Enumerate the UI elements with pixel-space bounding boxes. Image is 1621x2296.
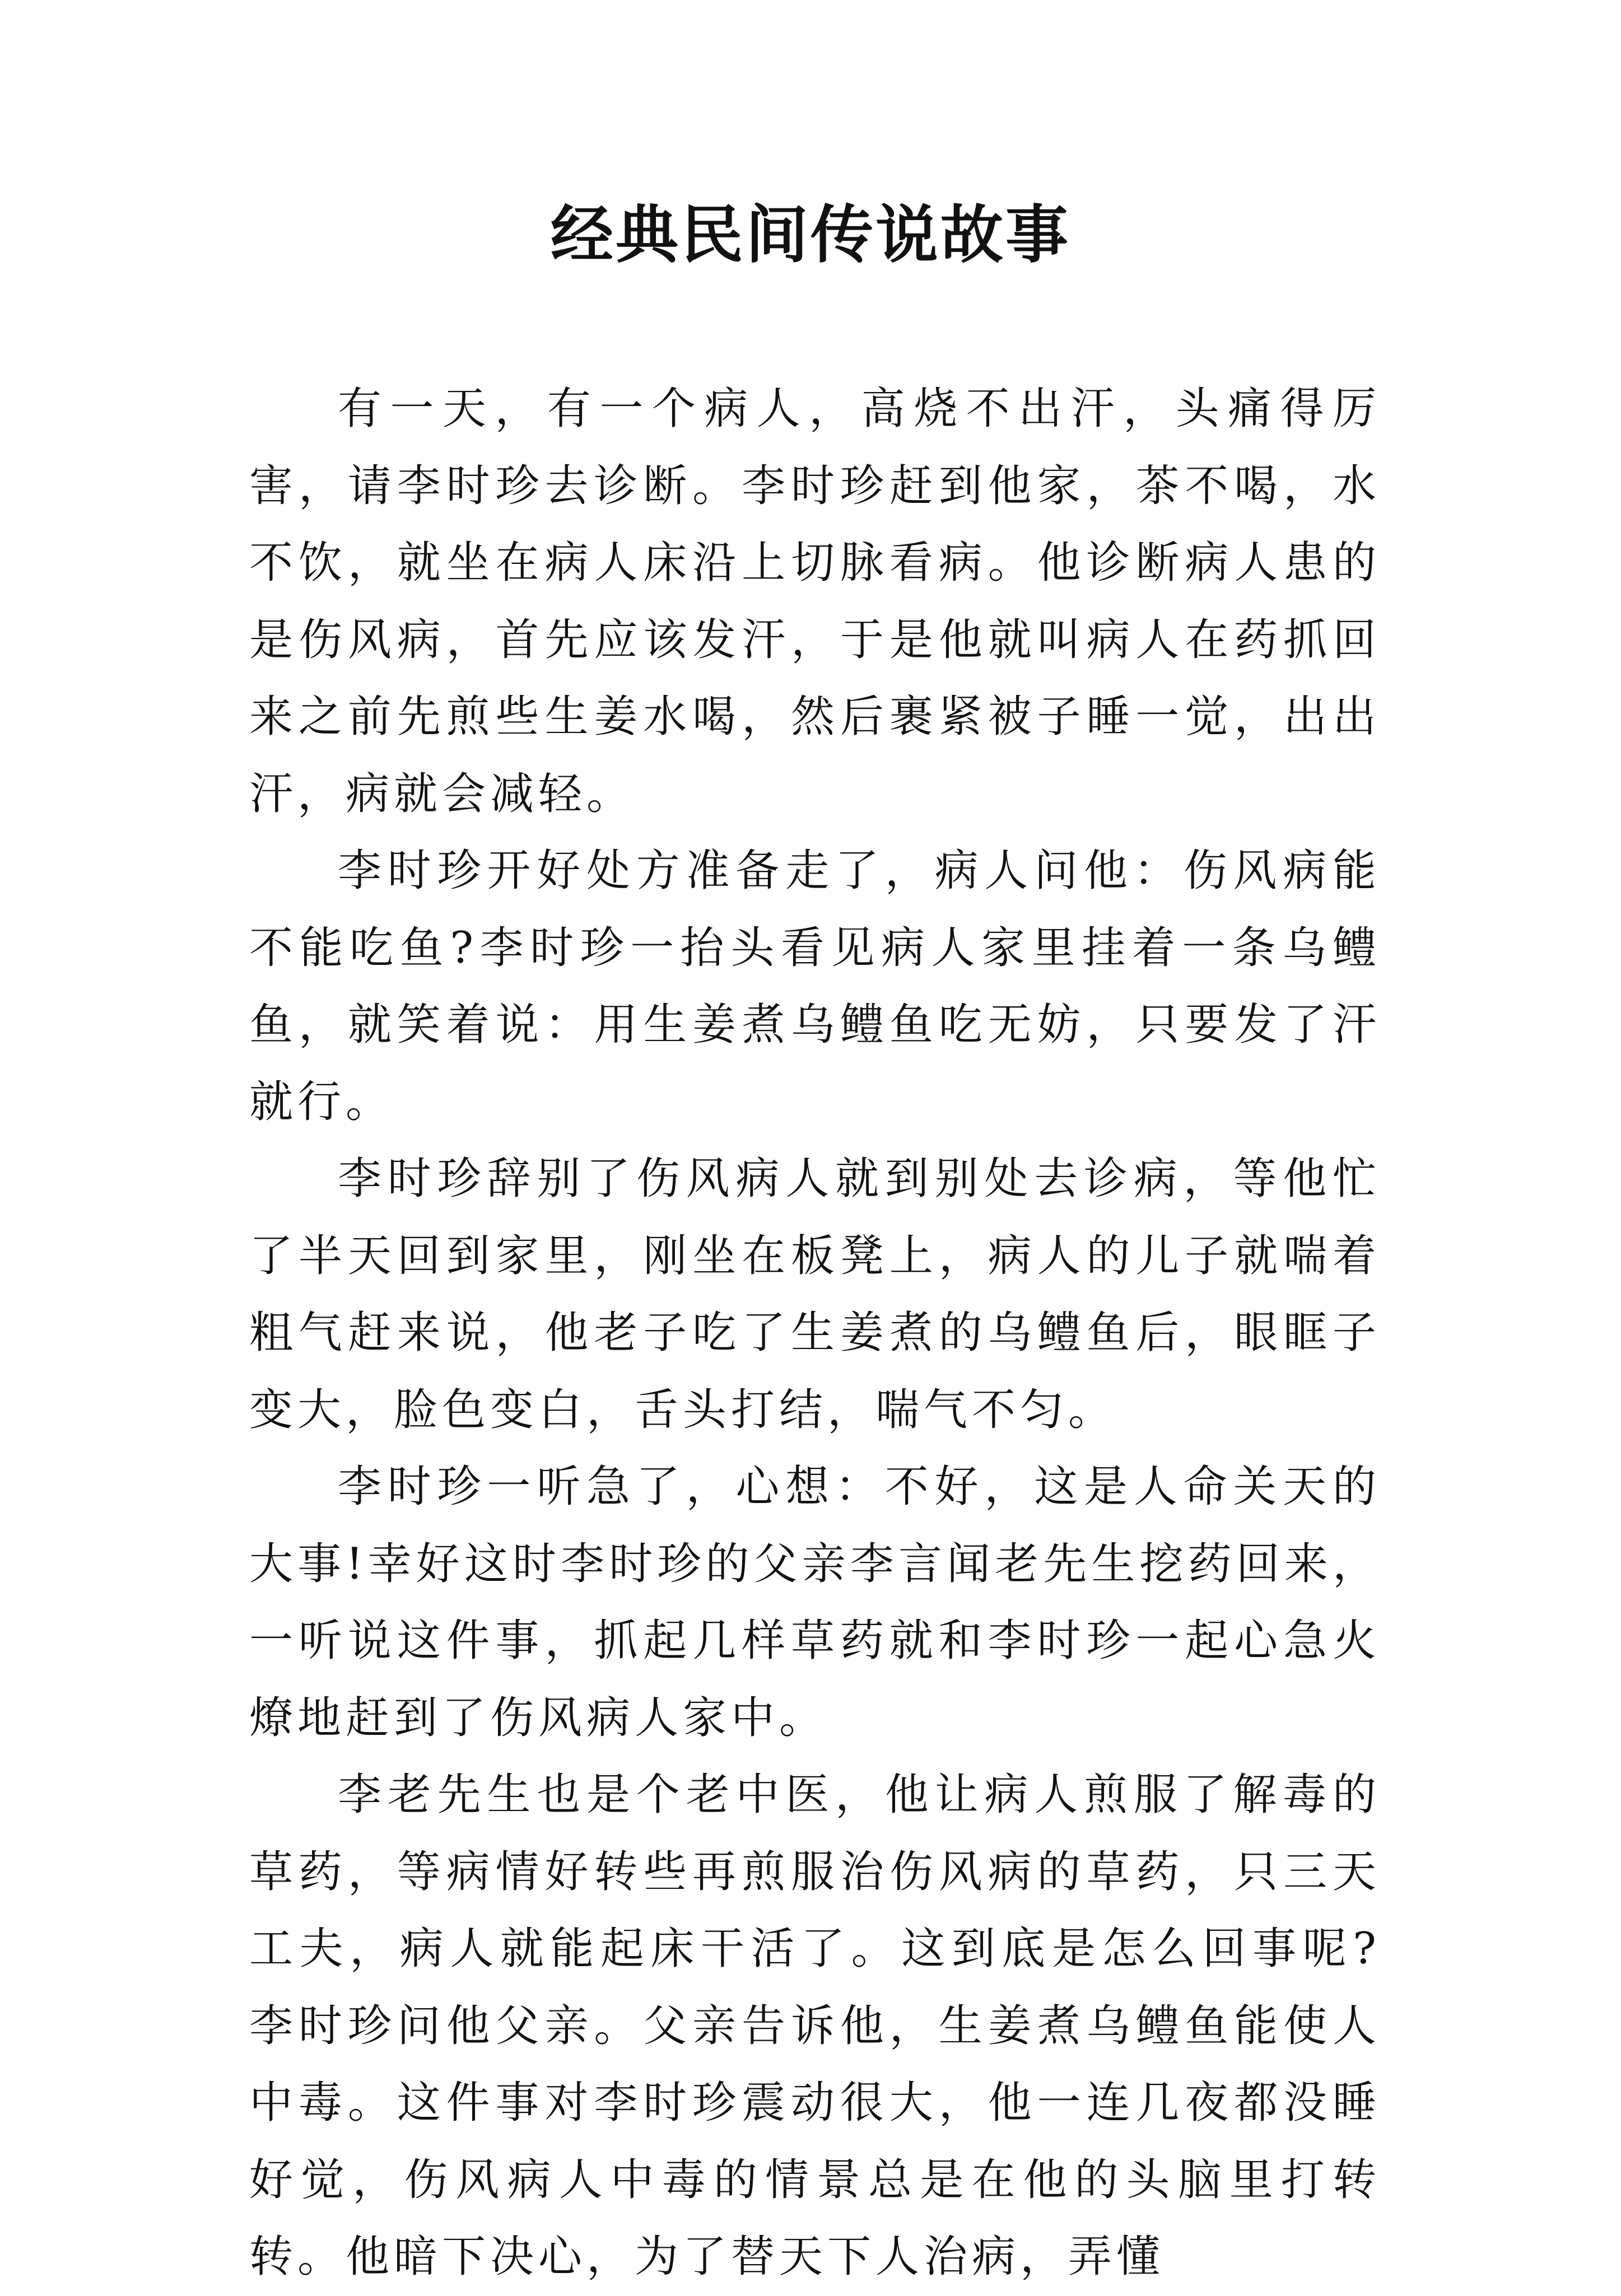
paragraph-2: 李时珍开好处方准备走了，病人问他：伤风病能不能吃鱼?李时珍一抬头看见病人家里挂着一条乌鳢鱼，就笑着说：用生姜煮乌鳢鱼吃无妨，只要发了汗就行。 <box>249 846 1381 1127</box>
paragraph-5: 李老先生也是个老中医，他让病人煎服了解毒的草药，等病情好转些再煎服治伤风病的草药，只三天工夫，病人就能起床干活了。这到底是怎么回事呢?李时珍问他父亲。父亲告诉他，生姜煮乌鳢鱼能使人中毒。这件事对李时珍震动很大，他一连几夜都没睡好觉，伤风病人中毒的情景总是在他的头脑里打转转。他暗下决心，为了替天下人治病，弄懂 <box>249 1770 1381 2282</box>
paragraph-3: 李时珍辞别了伤风病人就到别处去诊病，等他忙了半天回到家里，刚坐在板凳上，病人的儿子就喘着粗气赶来说，他老子吃了生姜煮的乌鳢鱼后，眼眶子变大，脸色变白，舌头打结，喘气不匀。 <box>249 1154 1381 1435</box>
document-body <box>249 371 1381 2296</box>
paragraph-4: 李时珍一听急了，心想：不好，这是人命关天的大事!幸好这时李时珍的父亲李言闻老先生挖药回来，一听说这件事，抓起几样草药就和李时珍一起心急火燎地赶到了伤风病人家中。 <box>249 1462 1381 1743</box>
document-title: 经典民间传说故事 <box>551 198 1070 272</box>
paragraph-1: 有一天，有一个病人，高烧不出汗，头痛得厉害，请李时珍去诊断。李时珍赶到他家，茶不喝，水不饮，就坐在病人床沿上切脉看病。他诊断病人患的是伤风病，首先应该发汗，于是他就叫病人在药抓回来之前先煎些生姜水喝，然后裹紧被子睡一觉，出出汗，病就会减轻。 <box>249 384 1381 819</box>
